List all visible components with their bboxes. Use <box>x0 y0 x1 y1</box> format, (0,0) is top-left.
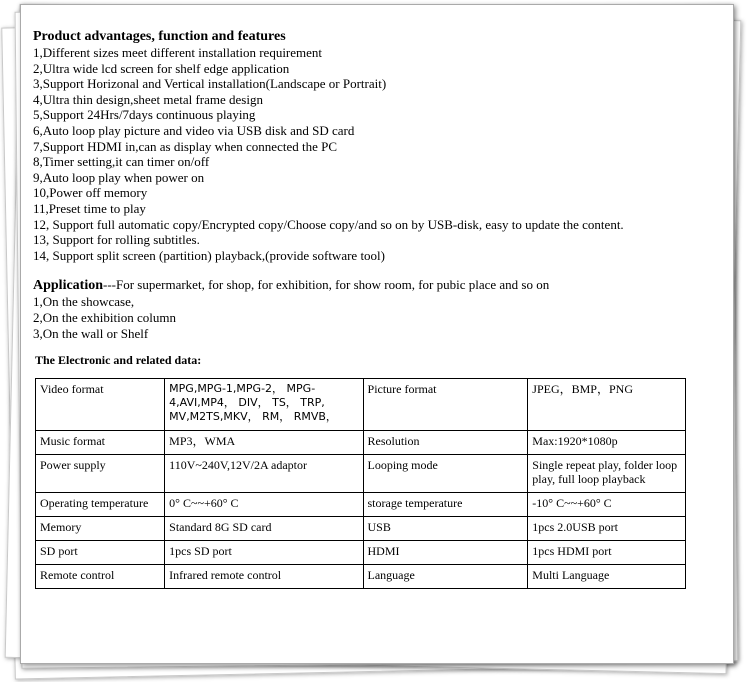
application-list <box>33 294 723 341</box>
table-cell: JPEG，BMP，PNG <box>528 379 686 431</box>
spacer <box>33 263 723 277</box>
table-cell: 1pcs SD port <box>165 541 363 565</box>
table-cell: Music format <box>36 431 165 455</box>
application-title: Application <box>33 278 104 294</box>
table-cell: -10° C~~+60° C <box>528 493 686 517</box>
table-row <box>36 565 686 589</box>
table-cell: 1pcs 2.0USB port <box>528 517 686 541</box>
list-item: 2,Ultra wide lcd screen for shelf edge application <box>33 60 290 76</box>
list-item: 6,Auto loop play picture and video via USB disk and SD card <box>33 122 355 138</box>
list-item: 12, Support full automatic copy/Encrypted copy/Choose copy/and so on by USB-disk, easy to update the content. <box>33 216 624 232</box>
list-item: 2,On the exhibition column <box>33 309 176 325</box>
list-item: 1,On the showcase, <box>33 294 135 310</box>
document-page <box>20 4 734 664</box>
list-item: 8,Timer setting,it can timer on/off <box>33 154 210 170</box>
table-cell: 110V~240V,12V/2A adaptor <box>165 455 363 493</box>
document-content <box>33 29 723 589</box>
list-item: 13, Support for rolling subtitles. <box>33 232 200 248</box>
table-cell: Resolution <box>363 431 528 455</box>
table-cell: 1pcs HDMI port <box>528 541 686 565</box>
table-cell: Picture format <box>363 379 528 431</box>
table-cell: MPG,MPG-1,MPG-2， MPG-4,AVI,MP4， DIV， TS， TRP, MV,M2TS,MKV， RM， RMVB， <box>165 379 363 431</box>
list-item: 7,Support HDMI in,can as display when connected the PC <box>33 138 338 154</box>
table-cell: Infrared remote control <box>165 565 363 589</box>
table-row <box>36 379 686 431</box>
application-heading <box>33 277 723 294</box>
table-cell: Memory <box>36 517 165 541</box>
table-cell: HDMI <box>363 541 528 565</box>
list-item: 1,Different sizes meet different installation requirement <box>33 45 323 60</box>
spec-table <box>35 378 686 589</box>
application-intro: ---For supermarket, for shop, for exhibition, for show room, for pubic place and so on <box>103 277 550 293</box>
table-cell: Operating temperature <box>36 493 165 517</box>
table-cell: Looping mode <box>363 455 528 493</box>
advantages-title: Product advantages, function and features <box>33 29 286 44</box>
table-cell: USB <box>363 517 528 541</box>
table-cell: Multi Language <box>528 565 686 589</box>
table-row <box>36 455 686 493</box>
table-cell: Language <box>363 565 528 589</box>
list-item: 10,Power off memory <box>33 185 148 201</box>
table-cell: Single repeat play, folder loop play, full loop playback <box>528 455 686 493</box>
advantages-list <box>33 45 723 263</box>
list-item: 9,Auto loop play when power on <box>33 169 205 185</box>
table-cell: Video format <box>36 379 165 431</box>
list-item: 4,Ultra thin design,sheet metal frame design <box>33 91 263 107</box>
list-item: 11,Preset time to play <box>33 200 146 216</box>
list-item: 14, Support split screen (partition) playback,(provide software tool) <box>33 247 385 263</box>
list-item: 3,Support Horizonal and Vertical installation(Landscape or Portrait) <box>33 76 387 92</box>
table-cell: Standard 8G SD card <box>165 517 363 541</box>
table-row <box>36 517 686 541</box>
list-item: 3,On the wall or Shelf <box>33 325 149 341</box>
list-item: 5,Support 24Hrs/7days continuous playing <box>33 107 256 123</box>
table-caption: The Electronic and related data: <box>35 353 202 368</box>
table-row <box>36 541 686 565</box>
table-cell: SD port <box>36 541 165 565</box>
table-row <box>36 493 686 517</box>
table-cell: 0° C~~+60° C <box>165 493 363 517</box>
table-cell: Max:1920*1080p <box>528 431 686 455</box>
table-cell: Remote control <box>36 565 165 589</box>
table-row <box>36 431 686 455</box>
table-cell: MP3，WMA <box>165 431 363 455</box>
table-cell: storage temperature <box>363 493 528 517</box>
table-cell: Power supply <box>36 455 165 493</box>
